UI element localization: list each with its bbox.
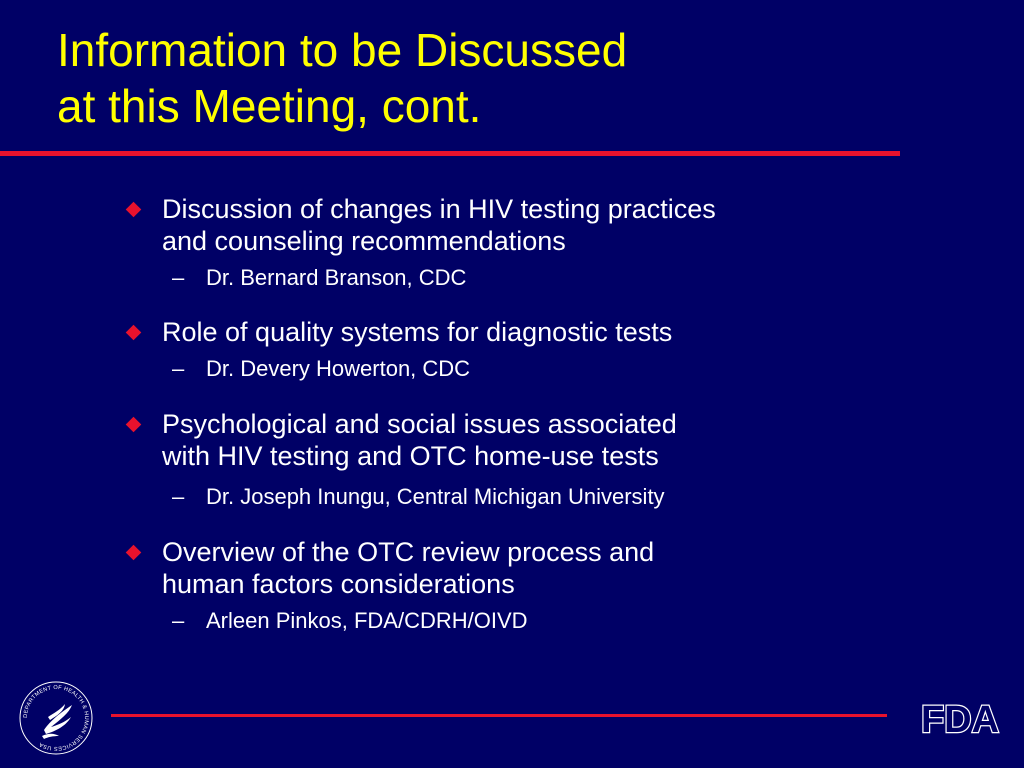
- bullet-line: with HIV testing and OTC home-use tests: [162, 441, 659, 471]
- dash-marker: –: [172, 265, 185, 290]
- bullet-diamond-icon: [126, 545, 142, 561]
- bullet-line: human factors considerations: [162, 569, 515, 599]
- footer-divider: [111, 714, 887, 717]
- bullet-text: [162, 408, 882, 472]
- bullet-text: [162, 536, 882, 600]
- speaker-name: Dr. Joseph Inungu, Central Michigan University: [206, 484, 665, 509]
- bullet-text: [162, 316, 882, 348]
- bullet-diamond-icon: [126, 417, 142, 433]
- bullet-line: Overview of the OTC review process and: [162, 537, 655, 567]
- bullet-line: and counseling recommendations: [162, 226, 566, 256]
- slide-title: [57, 22, 627, 134]
- bullet-line: Role of quality systems for diagnostic tests: [162, 317, 673, 347]
- hhs-seal-text: DEPARTMENT OF HEALTH & HUMAN SERVICES USA: [22, 684, 90, 752]
- bullet-text: [162, 193, 882, 257]
- dash-marker: –: [172, 356, 185, 381]
- title-divider: [0, 151, 900, 156]
- fda-logo-text: FDA: [920, 699, 1000, 739]
- bullet-diamond-icon: [126, 202, 142, 218]
- speaker-name: Dr. Devery Howerton, CDC: [206, 356, 471, 381]
- sub-bullet: [172, 484, 665, 510]
- sub-bullet: [172, 608, 528, 634]
- slide-title-line-1: Information to be Discussed: [57, 24, 628, 76]
- speaker-name: Arleen Pinkos, FDA/CDRH/OIVD: [206, 608, 528, 633]
- sub-bullet: [172, 265, 466, 291]
- bullet-line: Psychological and social issues associated: [162, 409, 677, 439]
- dash-marker: –: [172, 484, 185, 509]
- sub-bullet: [172, 356, 470, 382]
- bullet-diamond-icon: [126, 325, 142, 341]
- hhs-seal-icon: [18, 680, 94, 756]
- bullet-line: Discussion of changes in HIV testing practices: [162, 194, 716, 224]
- slide-title-line-2: at this Meeting, cont.: [57, 80, 482, 132]
- speaker-name: Dr. Bernard Branson, CDC: [206, 265, 467, 290]
- dash-marker: –: [172, 608, 185, 633]
- fda-logo: [914, 697, 1006, 739]
